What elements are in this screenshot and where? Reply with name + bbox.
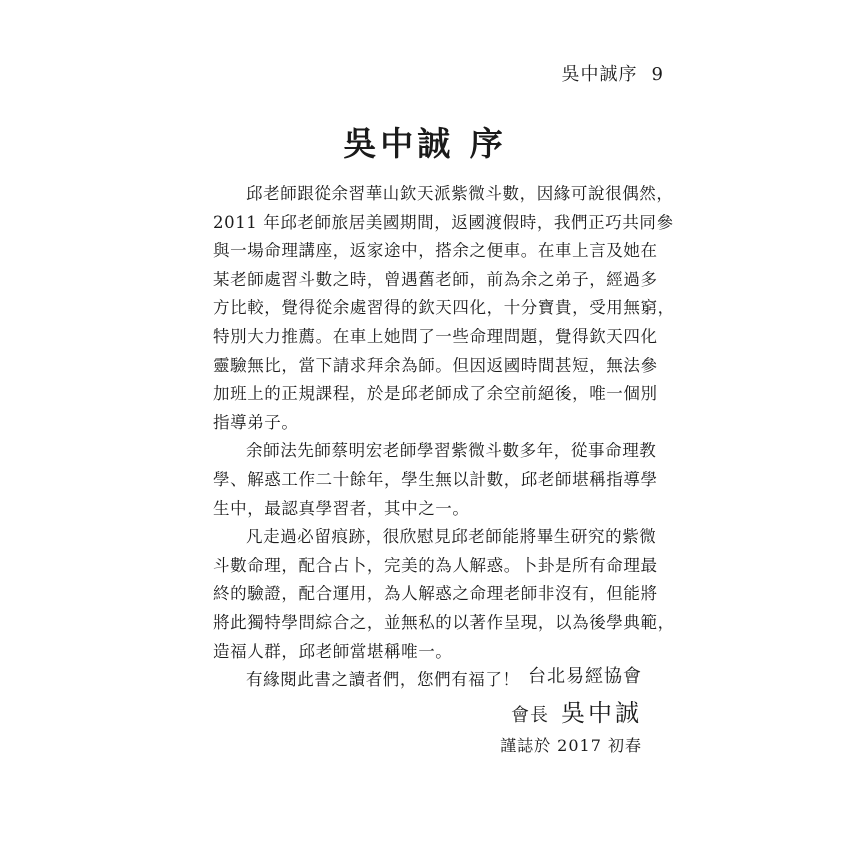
running-title: 吳中誠序	[561, 64, 638, 85]
paragraph-1-line: 邱老師跟從余習華山欽天派紫微斗數，因緣可說很偶然，	[246, 184, 674, 203]
signature-name: 吳中誠	[561, 699, 642, 727]
paragraph-2-line: 學、解惑工作二十餘年，學生無以計數，邱老師堪稱指導學	[213, 469, 658, 489]
paragraph-3-line: 斗數命理，配合占卜，完美的為人解惑。卜卦是所有命理最	[213, 555, 658, 575]
paragraph-1-line: 指導弟子。	[213, 412, 299, 432]
paragraph-1-line: 加班上的正規課程，於是邱老師成了余空前絕後，唯一個別	[213, 384, 658, 404]
page-number: 9	[651, 64, 664, 85]
signature-role-line	[511, 693, 642, 728]
paragraph-3-line: 凡走過必留痕跡，很欣慰見邱老師能將畢生研究的紫微	[246, 527, 657, 547]
running-header	[562, 60, 664, 86]
paragraph-1-line: 方比較，覺得從余處習得的欽天四化，十分寶貴，受用無窮，	[213, 298, 675, 318]
signature-organization: 台北易經協會	[528, 666, 642, 687]
paragraph-3-line: 終的驗證，配合運用，為人解惑之命理老師非沒有，但能將	[213, 584, 658, 604]
preface-body	[213, 180, 675, 695]
paragraph-2-line: 余師法先師蔡明宏老師學習紫微斗數多年，從事命理教	[246, 441, 657, 461]
signature-date: 謹誌於 2017 初春	[500, 736, 642, 755]
paragraph-1-line: 靈驗無比，當下請求拜余為師。但因返國時間甚短，無法參	[213, 355, 658, 375]
paragraph-1-line: 某老師處習斗數之時，曾遇舊老師，前為余之弟子，經過多	[213, 269, 658, 289]
paragraph-4-line: 有緣閱此書之讀者們，您們有福了！	[246, 670, 520, 690]
paragraph-3-line: 將此獨特學問綜合之，並無私的以著作呈現，以為後學典範，	[213, 612, 675, 632]
signature-role: 會長	[511, 705, 549, 726]
paragraph-1-line: 特別大力推薦。在車上她問了一些命理問題，覺得欽天四化	[213, 326, 658, 346]
paragraph-2-line: 生中，最認真學習者，其中之一。	[213, 498, 470, 518]
paragraph-1-line: 與一場命理講座，返家途中，搭余之便車。在車上言及她在	[213, 241, 658, 261]
preface-title: 吳中誠 序	[343, 124, 507, 163]
paragraph-1-line: 2011 年邱老師旅居美國期間，返國渡假時，我們正巧共同參	[213, 212, 674, 232]
paragraph-3-line: 造福人群，邱老師當堪稱唯一。	[213, 641, 453, 661]
